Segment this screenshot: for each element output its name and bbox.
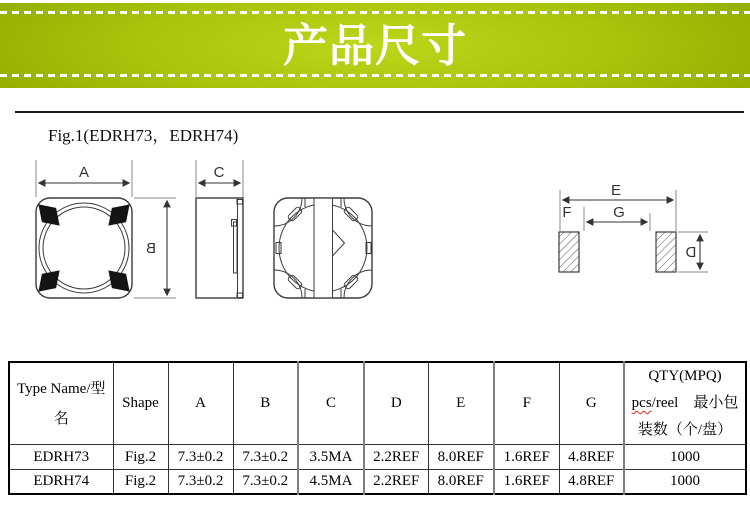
header-g: G — [559, 362, 624, 445]
cell-a: 7.3±0.2 — [168, 470, 233, 494]
cell-g: 4.8REF — [559, 445, 624, 470]
dim-label-g: G — [613, 204, 625, 221]
dim-label-e: E — [610, 182, 622, 199]
cell-qty: 1000 — [624, 470, 746, 494]
cell-e: 8.0REF — [428, 470, 494, 494]
drawing-side-view — [196, 160, 243, 298]
cell-c: 3.5MA — [298, 445, 364, 470]
solder-pad-right — [656, 232, 676, 272]
header-f: F — [494, 362, 559, 445]
cell-g: 4.8REF — [559, 470, 624, 494]
header-d: D — [364, 362, 428, 445]
side-body-outline — [196, 198, 243, 298]
cell-type: EDRH73 — [9, 445, 113, 470]
technical-drawings — [0, 150, 750, 360]
table-row-edrh74 — [9, 470, 746, 494]
cell-b: 7.3±0.2 — [233, 470, 298, 494]
header-a: A — [168, 362, 233, 445]
dim-label-a: A — [78, 164, 90, 181]
header-e: E — [428, 362, 494, 445]
header-qty: QTY(MPQ) pcs/reel 最小包 装数（个/盘） — [624, 362, 746, 445]
page-title: 产品尺寸 — [282, 20, 467, 71]
header-shape: Shape — [113, 362, 168, 445]
cell-e: 8.0REF — [428, 445, 494, 470]
dim-label-b: B — [145, 240, 157, 257]
cell-f: 1.6REF — [494, 445, 559, 470]
figure-caption: Fig.1(EDRH73，EDRH74) — [48, 126, 239, 145]
drawing-land-pattern — [559, 182, 708, 272]
cell-f: 1.6REF — [494, 470, 559, 494]
cell-shape: Fig.2 — [113, 470, 168, 494]
winding-slot — [314, 199, 333, 297]
cell-a: 7.3±0.2 — [168, 445, 233, 470]
header-c: C — [298, 362, 364, 445]
drawing-top-view — [36, 160, 176, 298]
spec-table — [8, 361, 747, 495]
section-banner — [0, 3, 750, 88]
drawing-bottom-view — [274, 198, 372, 298]
dim-label-c: C — [213, 164, 225, 181]
header-type-name: Type Name/型 名 — [9, 362, 113, 445]
table-header-row — [9, 362, 746, 445]
cell-type: EDRH74 — [9, 470, 113, 494]
cell-d: 2.2REF — [364, 445, 428, 470]
cell-d: 2.2REF — [364, 470, 428, 494]
header-b: B — [233, 362, 298, 445]
table-row-edrh73 — [9, 445, 746, 470]
spellcheck-flagged-text: pcs — [631, 395, 652, 411]
dim-label-d: D — [685, 244, 697, 261]
cell-c: 4.5MA — [298, 470, 364, 494]
horizontal-rule — [15, 111, 744, 113]
cell-qty: 1000 — [624, 445, 746, 470]
solder-pad-left — [559, 232, 579, 272]
cell-b: 7.3±0.2 — [233, 445, 298, 470]
dim-label-f: F — [562, 204, 572, 221]
cell-shape: Fig.2 — [113, 445, 168, 470]
